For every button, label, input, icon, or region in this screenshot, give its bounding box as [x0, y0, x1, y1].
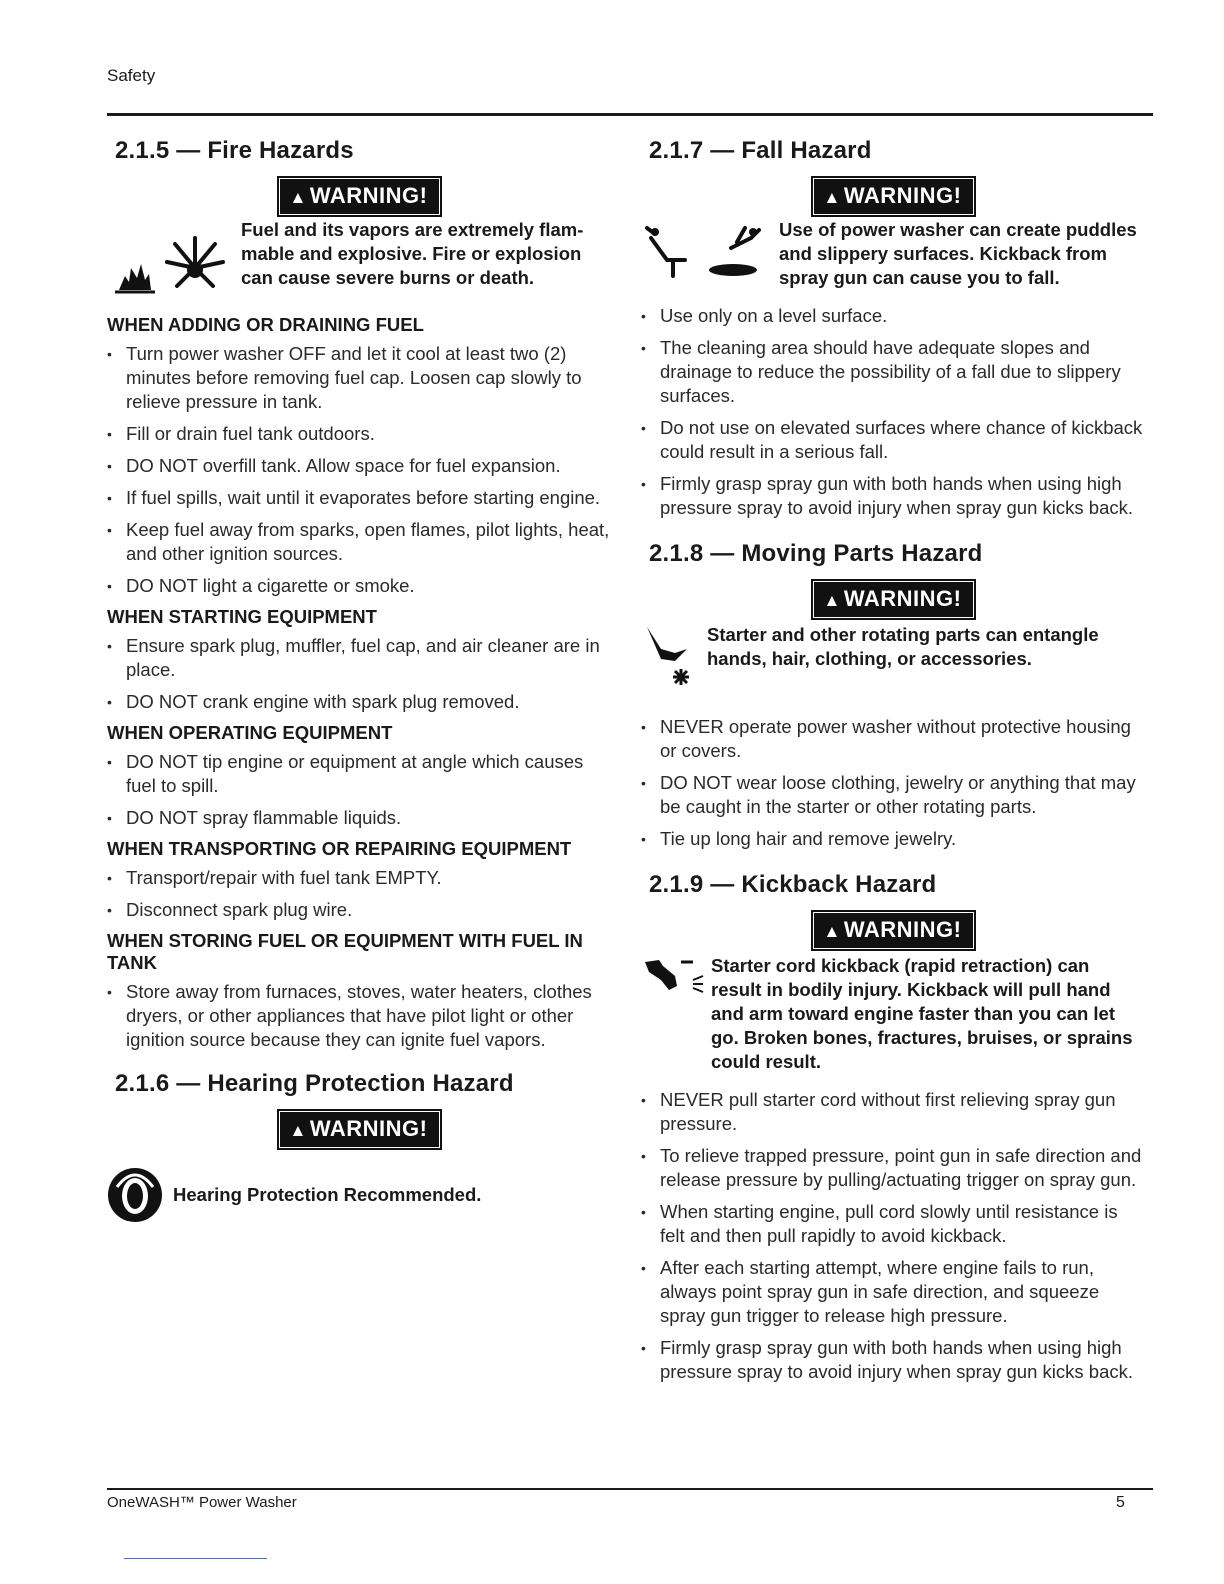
- alert-triangle-icon: ▲: [823, 188, 841, 207]
- list-item: • DO NOT tip engine or equipment at angle which causes fuel to spill.: [107, 750, 612, 798]
- list-item: • Use only on a level surface.: [641, 304, 1146, 328]
- fire-explosion-icon: [111, 230, 239, 300]
- warning-label: ▲ WARNING!: [280, 179, 440, 214]
- hazard-statement: [641, 623, 1146, 693]
- warning-label: ▲ WARNING!: [280, 1112, 440, 1147]
- right-column: [641, 137, 1146, 1392]
- alert-triangle-icon: ▲: [823, 922, 841, 941]
- entanglement-icon: [641, 623, 703, 693]
- list-item: • Turn power washer OFF and let it cool at least two (2) minutes before removing fuel cap. Loosen cap slowly to relieve pressure in tank.: [107, 342, 612, 414]
- section-title: 2.1.7 — Fall Hazard: [649, 137, 872, 164]
- list-item: • Ensure spark plug, muffler, fuel cap, and air cleaner are in place.: [107, 634, 612, 682]
- alert-triangle-icon: ▲: [289, 1121, 307, 1140]
- footer-product: OneWASH™ Power Washer: [107, 1494, 297, 1511]
- instruction-list: [107, 980, 612, 1052]
- ear-protection-icon: [107, 1167, 163, 1223]
- running-header: Safety: [107, 66, 156, 85]
- section-title: 2.1.6 — Hearing Protection Hazard: [115, 1070, 514, 1097]
- list-item: • DO NOT light a cigarette or smoke.: [107, 574, 612, 598]
- slip-fall-icon: [641, 224, 771, 284]
- fall-list: [641, 304, 1146, 520]
- instruction-list: [107, 634, 612, 714]
- list-item: • When starting engine, pull cord slowly until resistance is felt and then pull rapidly to avoid kickback.: [641, 1200, 1146, 1248]
- subheading: WHEN OPERATING EQUIPMENT: [107, 722, 393, 743]
- section-title: 2.1.9 — Kickback Hazard: [649, 871, 937, 898]
- hazard-text: Fuel and its vapors are extremely flammable and explosive. Fire or explosion can cause severe burns or death.: [241, 219, 584, 288]
- instruction-list: [107, 750, 612, 830]
- subheading: WHEN ADDING OR DRAINING FUEL: [107, 314, 424, 335]
- list-item: • After each starting attempt, where engine fails to run, always point spray gun in safe direction, and squeeze spray gun trigger to release high pressure.: [641, 1256, 1146, 1328]
- list-item: • DO NOT crank engine with spark plug removed.: [107, 690, 612, 714]
- hazard-text: Starter cord kickback (rapid retraction) can result in bodily injury. Kickback will pull hand and arm toward engine faster than you can let go. Broken bones, fractures, bruises, or sprains could result.: [711, 955, 1133, 1072]
- list-item: • NEVER pull starter cord without first relieving spray gun pressure.: [641, 1088, 1146, 1136]
- list-item: • Fill or drain fuel tank outdoors.: [107, 422, 612, 446]
- list-item: • Transport/repair with fuel tank EMPTY.: [107, 866, 612, 890]
- list-item: • To relieve trapped pressure, point gun in safe direction and release pressure by pulling/actuating trigger on spray gun.: [641, 1144, 1146, 1192]
- warning-label: ▲ WARNING!: [814, 582, 974, 617]
- instruction-list: [107, 342, 612, 598]
- left-column: [107, 137, 612, 1237]
- moving-list: [641, 715, 1146, 851]
- warning-label: ▲ WARNING!: [814, 913, 974, 948]
- page-number: 5: [1116, 1494, 1125, 1511]
- subheading: WHEN TRANSPORTING OR REPAIRING EQUIPMENT: [107, 838, 572, 859]
- hazard-statement: [641, 218, 1146, 290]
- kickback-icon: [641, 954, 711, 1014]
- hazard-text: Hearing Protection Recommended.: [173, 1184, 482, 1205]
- list-item: • Keep fuel away from sparks, open flames, pilot lights, heat, and other ignition sources.: [107, 518, 612, 566]
- section-title: 2.1.5 — Fire Hazards: [115, 137, 354, 164]
- list-item: • The cleaning area should have adequate slopes and drainage to reduce the possibility of a fall due to slippery surfaces.: [641, 336, 1146, 408]
- list-item: • Store away from furnaces, stoves, water heaters, clothes dryers, or other appliances that have pilot light or other ignition source because they can ignite fuel vapors.: [107, 980, 612, 1052]
- list-item: • DO NOT spray flammable liquids.: [107, 806, 612, 830]
- kickback-section: [641, 871, 1146, 1384]
- list-item: • Tie up long hair and remove jewelry.: [641, 827, 1146, 851]
- alert-triangle-icon: ▲: [289, 188, 307, 207]
- list-item: • NEVER operate power washer without protective housing or covers.: [641, 715, 1146, 763]
- hazard-text: Starter and other rotating parts can entangle hands, hair, clothing, or accessories.: [707, 624, 1099, 669]
- fall-hazard-section: [641, 137, 1146, 520]
- hearing-protection-section: [107, 1070, 612, 1223]
- hazard-statement: [641, 954, 1146, 1074]
- header-rule: [107, 113, 1153, 116]
- list-item: • Firmly grasp spray gun with both hands when using high pressure spray to avoid injury when spray gun kicks back.: [641, 1336, 1146, 1384]
- list-item: • DO NOT wear loose clothing, jewelry or anything that may be caught in the starter or other rotating parts.: [641, 771, 1146, 819]
- list-item: • Do not use on elevated surfaces where chance of kickback could result in a serious fall.: [641, 416, 1146, 464]
- instruction-list: [107, 866, 612, 922]
- warning-label: ▲ WARNING!: [814, 179, 974, 214]
- subheading: WHEN STORING FUEL OR EQUIPMENT WITH FUEL IN TANK: [107, 930, 583, 973]
- hazard-statement: [107, 1167, 612, 1223]
- list-item: • If fuel spills, wait until it evaporates before starting engine.: [107, 486, 612, 510]
- decorative-underline: [124, 1558, 267, 1559]
- moving-parts-section: [641, 540, 1146, 851]
- list-item: • Firmly grasp spray gun with both hands when using high pressure spray to avoid injury when spray gun kicks back.: [641, 472, 1146, 520]
- list-item: • Disconnect spark plug wire.: [107, 898, 612, 922]
- kickback-list: [641, 1088, 1146, 1384]
- subheading: WHEN STARTING EQUIPMENT: [107, 606, 377, 627]
- list-item: • DO NOT overfill tank. Allow space for fuel expansion.: [107, 454, 612, 478]
- section-title: 2.1.8 — Moving Parts Hazard: [649, 540, 983, 567]
- alert-triangle-icon: ▲: [823, 591, 841, 610]
- hazard-text: Use of power washer can create puddles and slippery surfaces. Kickback from spray gun can cause you to fall.: [779, 219, 1137, 288]
- footer-rule: [107, 1488, 1153, 1490]
- hazard-statement: [107, 218, 612, 300]
- fire-instructions: [107, 314, 612, 1052]
- fire-hazards-section: [107, 137, 612, 1052]
